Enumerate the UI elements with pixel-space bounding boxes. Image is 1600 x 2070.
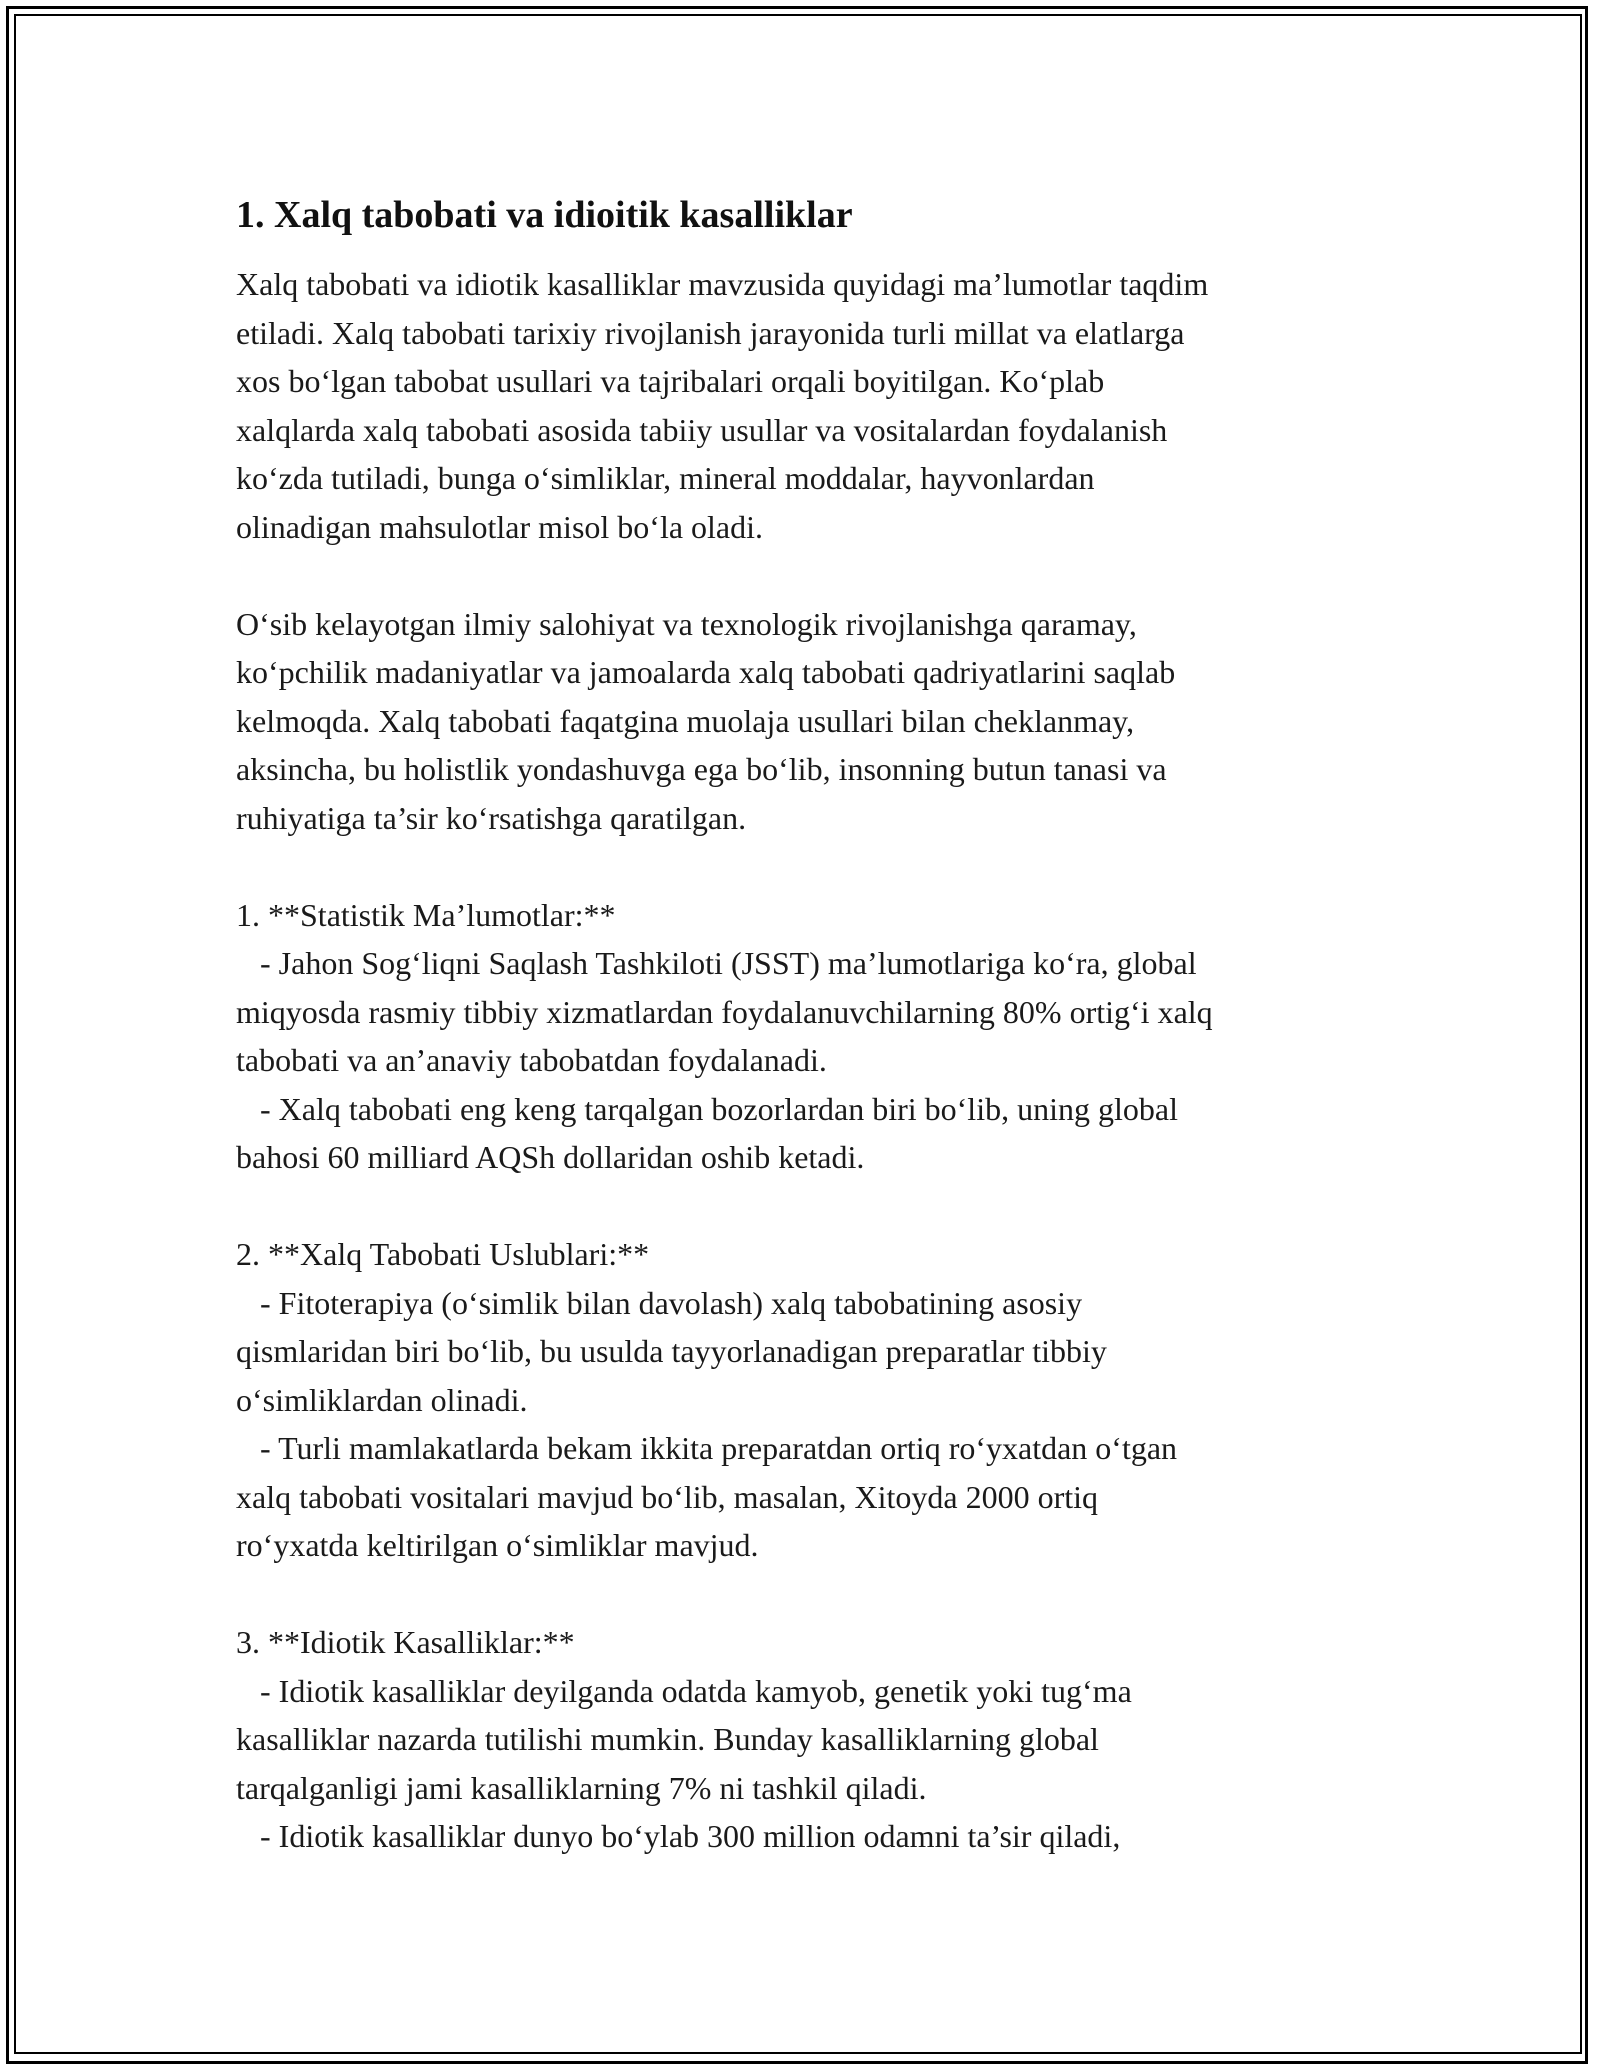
- document-page: [236, 188, 1366, 1861]
- section-heading: 1. Xalq tabobati va idioitik kasalliklar: [236, 194, 853, 236]
- document-body-text: Xalq tabobati va idiotik kasalliklar mavzusida quyidagi ma’lumotlar taqdim etiladi. Xalq tabobati tarixiy rivojlanish jarayonida turli millat va elatlarga xos bo‘lgan tabobat usullari va tajribalari orqali boyitilgan. Ko‘plab xalqlarda xalq tabobati asosida tabiiy usullar va vositalardan foydalanish ko‘zda tutiladi, bunga o‘simliklar, mineral moddalar, hayvonlardan olinadigan mahsulotlar misol bo‘la oladi. O‘sib kelayotgan ilmiy salohiyat va texnologik rivojlanishga qaramay, ko‘pchilik madaniyatlar va jamoalarda xalq tabobati qadriyatlarini saqlab kelmoqda. Xalq tabobati faqatgina muolaja usullari bilan cheklanmay, aksincha, bu holistlik yondashuvga ega bo‘lib, insonning butun tanasi va ruhiyatiga ta’sir ko‘rsatishga qaratilgan. 1. **Statistik Ma’lumotlar:** - Jahon Sog‘liqni Saqlash Tashkiloti (JSST) ma’lumotlariga ko‘ra, global miqyosda rasmiy tibbiy xizmatlardan foydalanuvchilarning 80% ortig‘i xalq tabobati va an’anaviy tabobatdan foydalanadi. - Xalq tabobati eng keng tarqalgan bozorlardan biri bo‘lib, uning global bahosi 60 milliard AQSh dollaridan oshib ketadi. 2. **Xalq Tabobati Uslublari:** - Fitoterapiya (o‘simlik bilan davolash) xalq tabobatining asosiy qismlaridan biri bo‘lib, bu usulda tayyorlanadigan preparatlar tibbiy o‘simliklardan olinadi. - Turli mamlakatlarda bekam ikkita preparatdan ortiq ro‘yxatdan o‘tgan xalq tabobati vositalari mavjud bo‘lib, masalan, Xitoyda 2000 ortiq ro‘yxatda keltirilgan o‘simliklar mavjud. 3. **Idiotik Kasalliklar:** - Idiotik kasalliklar deyilganda odatda kamyob, genetik yoki tug‘ma kasalliklar nazarda tutilishi mumkin. Bunday kasalliklarning global tarqalganligi jami kasalliklarning 7% ni tashkil qiladi. - Idiotik kasalliklar dunyo bo‘ylab 300 million odamni ta’sir qiladi,: [236, 266, 1213, 1854]
